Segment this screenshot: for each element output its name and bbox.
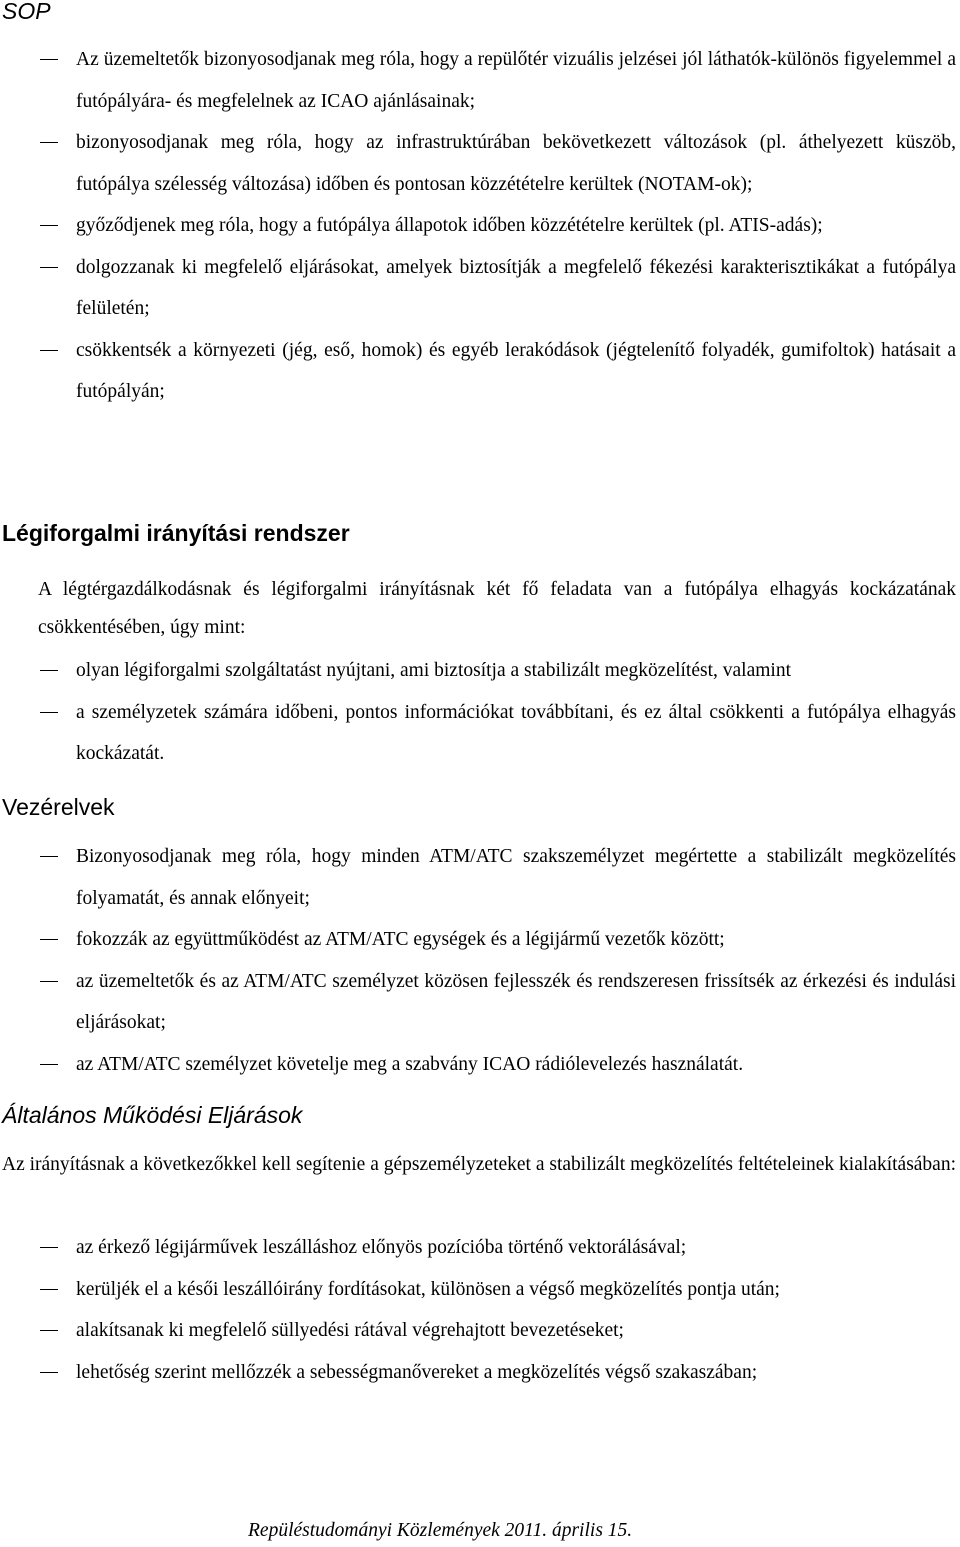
section-heading-atc-system: Légiforgalmi irányítási rendszer	[2, 520, 350, 546]
general-procedures-list	[0, 1227, 960, 1393]
dash-bullet-icon	[40, 981, 58, 982]
atc-system-paragraph: A légtérgazdálkodásnak és légiforgalmi irányításnak két fő feladata van a futópálya elhagyás kockázatának csökkentésében, úgy mint:	[38, 579, 956, 638]
list-item: az üzemeltetők és az ATM/ATC személyzet közösen fejlesszék és rendszeresen frissítsék az érkezési és indulási eljárásokat;	[0, 961, 960, 1044]
dash-bullet-icon	[40, 59, 58, 60]
list-item: a személyzetek számára időbeni, pontos információkat továbbítani, és ez által csökkenti a futópálya elhagyás kockázatát.	[0, 692, 960, 775]
list-item: győződjenek meg róla, hogy a futópálya állapotok időben közzétételre kerültek (pl. ATIS-adás);	[0, 205, 960, 247]
page-footer: Repüléstudományi Közlemények 2011. április 15.	[248, 1520, 633, 1541]
dash-bullet-icon	[40, 712, 58, 713]
dash-bullet-icon	[40, 670, 58, 671]
list-item: csökkentsék a környezeti (jég, eső, homok) és egyéb lerakódások (jégtelenítő folyadék, gumifoltok) hatásait a futópályán;	[0, 330, 960, 413]
section-heading-principles: Vezérelvek	[2, 794, 115, 820]
dash-bullet-icon	[40, 1289, 58, 1290]
list-item: az érkező légijárművek leszálláshoz előnyös pozícióba történő vektorálásával;	[0, 1227, 960, 1269]
general-procedures-paragraph: Az irányításnak a következőkkel kell segítenie a gépszemélyzeteket a stabilizált megközelítés feltételeinek kialakításában:	[2, 1154, 957, 1175]
dash-bullet-icon	[40, 142, 58, 143]
list-item: kerüljék el a késői leszállóirány fordításokat, különösen a végső megközelítés pontja után;	[0, 1269, 960, 1311]
list-item: lehetőség szerint mellőzzék a sebességmanővereket a megközelítés végső szakaszában;	[0, 1352, 960, 1394]
list-item: Az üzemeltetők bizonyosodjanak meg róla, hogy a repülőtér vizuális jelzései jól láthatók-különös figyelemmel a futópályára- és megfelelnek az ICAO ajánlásainak;	[0, 39, 960, 122]
list-item: dolgozzanak ki megfelelő eljárásokat, amelyek biztosítják a megfelelő fékezési karakterisztikákat a futópálya felületén;	[0, 247, 960, 330]
atc-system-list	[0, 650, 960, 775]
dash-bullet-icon	[40, 1330, 58, 1331]
list-item: fokozzák az együttműködést az ATM/ATC egységek és a légijármű vezetők között;	[0, 919, 960, 961]
sop-list	[0, 39, 960, 413]
list-item: olyan légiforgalmi szolgáltatást nyújtani, ami biztosítja a stabilizált megközelítést, valamint	[0, 650, 960, 692]
list-item: alakítsanak ki megfelelő süllyedési rátával végrehajtott bevezetéseket;	[0, 1310, 960, 1352]
section-heading-general-procedures: Általános Működési Eljárások	[2, 1102, 303, 1128]
dash-bullet-icon	[40, 1064, 58, 1065]
dash-bullet-icon	[40, 856, 58, 857]
principles-list	[0, 836, 960, 1085]
list-item: bizonyosodjanak meg róla, hogy az infrastruktúrában bekövetkezett változások (pl. áthelyezett küszöb, futópálya szélesség változása) időben és pontosan közzétételre kerültek (NOTAM-ok);	[0, 122, 960, 205]
list-item: Bizonyosodjanak meg róla, hogy minden ATM/ATC szakszemélyzet megértette a stabilizált megközelítés folyamatát, és annak előnyeit;	[0, 836, 960, 919]
dash-bullet-icon	[40, 350, 58, 351]
dash-bullet-icon	[40, 1372, 58, 1373]
dash-bullet-icon	[40, 1247, 58, 1248]
dash-bullet-icon	[40, 225, 58, 226]
dash-bullet-icon	[40, 267, 58, 268]
section-heading-sop: SOP	[2, 0, 51, 24]
list-item: az ATM/ATC személyzet követelje meg a szabvány ICAO rádiólevelezés használatát.	[0, 1044, 960, 1086]
dash-bullet-icon	[40, 939, 58, 940]
